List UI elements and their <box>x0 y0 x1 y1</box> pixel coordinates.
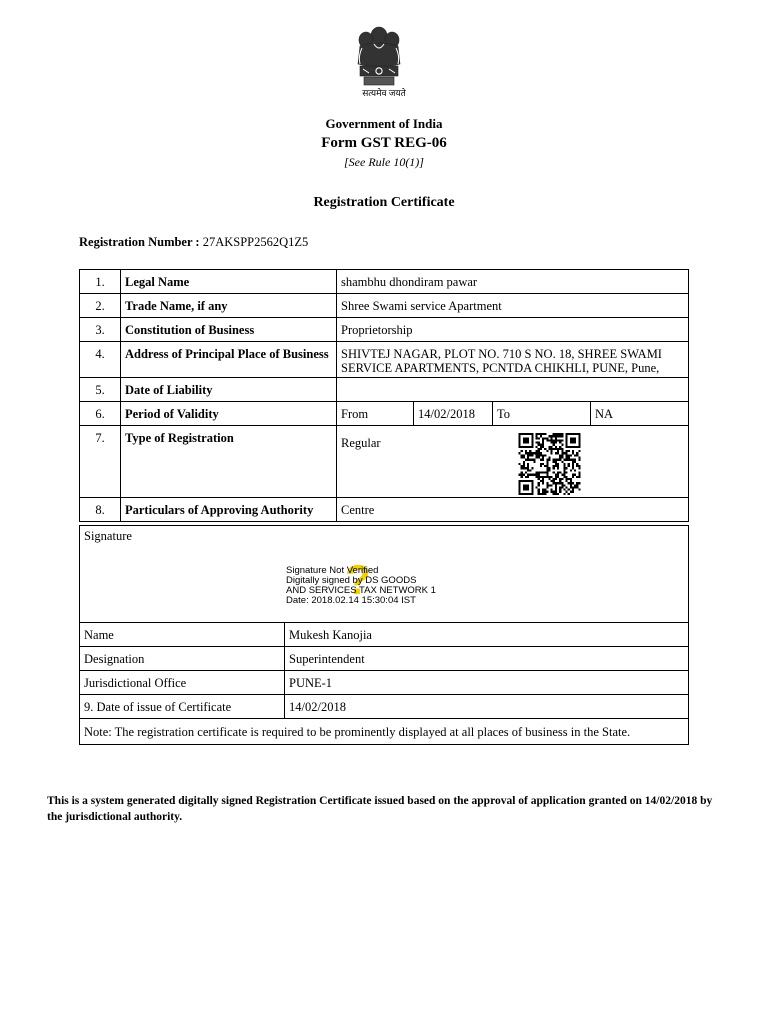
signature-signer-line2: AND SERVICES TAX NETWORK 1 <box>286 585 436 596</box>
signature-date: Date: 2018.02.14 15:30:04 IST <box>286 595 416 606</box>
rule-reference: [See Rule 10(1)] <box>344 155 424 169</box>
row-value: SHIVTEJ NAGAR, PLOT NO. 710 S NO. 18, SHREE SWAMI SERVICE APARTMENTS, PCNTDA CHIKHLI, PUNE, Pune, <box>337 342 689 378</box>
question-mark-icon: ? <box>345 556 371 603</box>
note-text: Note: The registration certificate is required to be prominently displayed at all places of business in the State. <box>80 719 689 745</box>
row-number: 8. <box>80 498 121 522</box>
signature-label: Signature <box>84 529 132 543</box>
table-row <box>80 647 689 671</box>
signature-cell <box>80 526 689 623</box>
officer-label: Jurisdictional Office <box>80 671 285 695</box>
signature-table <box>79 525 689 745</box>
officer-label: 9. Date of issue of Certificate <box>80 695 285 719</box>
officer-value: PUNE-1 <box>285 671 689 695</box>
row-label: Legal Name <box>121 270 337 294</box>
table-row <box>80 498 689 522</box>
validity-from-date: 14/02/2018 <box>414 402 493 426</box>
row-number: 1. <box>80 270 121 294</box>
table-row <box>80 342 689 378</box>
officer-label: Designation <box>80 647 285 671</box>
validity-to-date: NA <box>591 402 689 426</box>
row-label: Trade Name, if any <box>121 294 337 318</box>
row-value: Shree Swami service Apartment <box>337 294 689 318</box>
signature-box <box>80 526 688 622</box>
table-row <box>80 294 689 318</box>
validity-to-label: To <box>493 402 591 426</box>
qr-code-icon <box>516 433 583 495</box>
national-motto: सत्यमेव जयते <box>362 88 406 98</box>
officer-value: Mukesh Kanojia <box>285 623 689 647</box>
officer-value: Superintendent <box>285 647 689 671</box>
row-value <box>337 378 689 402</box>
row-number: 7. <box>80 426 121 498</box>
registration-number-line <box>79 235 308 250</box>
row-number: 3. <box>80 318 121 342</box>
table-row <box>80 270 689 294</box>
table-row <box>80 695 689 719</box>
registration-number-label: Registration Number : <box>79 235 200 249</box>
footer-note: This is a system generated digitally signed Registration Certificate issued based on the approval of application granted on 14/02/2018 by the jurisdictional authority. <box>47 795 713 823</box>
table-row <box>80 623 689 647</box>
table-row <box>80 426 689 498</box>
table-row <box>80 402 689 426</box>
officer-label: Name <box>80 623 285 647</box>
row-label: Particulars of Approving Authority <box>121 498 337 522</box>
row-label: Address of Principal Place of Business <box>121 342 337 378</box>
row-label: Date of Liability <box>121 378 337 402</box>
certificate-title: Registration Certificate <box>313 195 455 210</box>
officer-value: 14/02/2018 <box>285 695 689 719</box>
form-title: Form GST REG-06 <box>321 135 447 151</box>
row-number: 4. <box>80 342 121 378</box>
row-label: Period of Validity <box>121 402 337 426</box>
row-value: shambhu dhondiram pawar <box>337 270 689 294</box>
digital-signature-block <box>286 566 436 606</box>
table-row <box>80 318 689 342</box>
row-number: 5. <box>80 378 121 402</box>
row-label: Constitution of Business <box>121 318 337 342</box>
validity-from-label: From <box>337 402 414 426</box>
row-number: 2. <box>80 294 121 318</box>
table-row <box>80 719 689 745</box>
row-number: 6. <box>80 402 121 426</box>
table-row <box>80 378 689 402</box>
signature-row <box>80 526 689 623</box>
row-label: Type of Registration <box>121 426 337 498</box>
row-value: Regular <box>337 426 689 498</box>
government-heading: Government of India <box>325 116 443 131</box>
signature-status: Signature Not Verified <box>286 565 379 576</box>
registration-number-value: 27AKSPP2562Q1Z5 <box>202 235 309 249</box>
table-row <box>80 671 689 695</box>
row-value: Proprietorship <box>337 318 689 342</box>
row-value: Centre <box>337 498 689 522</box>
registration-details-table <box>79 269 689 522</box>
signature-signer-line1: Digitally signed by DS GOODS <box>286 575 417 586</box>
